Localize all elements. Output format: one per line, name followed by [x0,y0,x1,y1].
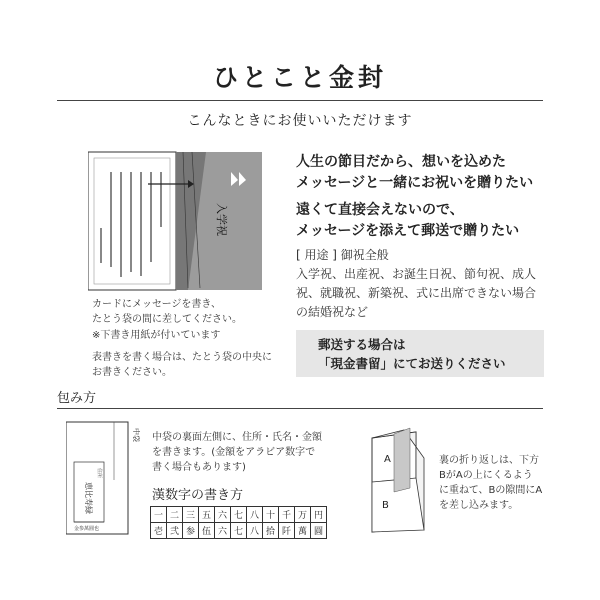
kanji-cell: 万 [295,507,311,523]
front-caption [92,350,272,380]
kanji-row-formal [151,523,327,539]
inner-envelope-text [152,430,322,475]
folding-illustration [364,418,436,536]
inner-envelope-illustration [66,420,148,535]
label-b: B [382,500,389,511]
front-caption-line: 表書きを書く場合は、たとう袋の中央に [92,352,272,363]
kanji-cell: 弐 [167,523,183,539]
envelope-amount: 金参萬圓也 [74,526,100,532]
section-label: 包み方 [57,391,97,406]
kanji-cell: 八 [247,507,263,523]
kanji-cell: 七 [231,523,247,539]
kanji-cell: 阡 [279,523,295,539]
kanji-cell: 拾 [263,523,279,539]
envelope-tag: 中袋 [132,428,140,442]
kanji-cell: 萬 [295,523,311,539]
kanji-row-plain [151,507,327,523]
kanji-cell: 三 [183,507,199,523]
kanji-cell: 壱 [151,523,167,539]
kanji-heading: 漢数字の書き方 [152,488,244,503]
kanji-cell: 千 [279,507,295,523]
kanji-cell: 参 [183,523,199,539]
usage-label: [ 用途 ] 御祝全般 [296,248,389,262]
card-caption-line: カードにメッセージを書き、 [92,299,221,310]
kanji-cell: 伍 [199,523,215,539]
envelope-address: 住所 [96,468,102,479]
subtitle: こんなときにお使いいただけます [187,113,413,129]
headline-line: メッセージを添えて郵送で贈りたい [296,223,520,239]
card-caption-line: たとう袋の間に差してください。 [92,314,242,325]
usage-line: 入学祝、出産祝、お誕生日祝、節句祝、成人 [296,267,537,281]
inner-text-line: 書く場合もあります) [152,462,246,473]
kanji-cell: 八 [247,523,263,539]
kanji-cell: 一 [151,507,167,523]
folding-text-line: BがAの上にくるよう [439,470,533,481]
headline-2 [296,200,519,242]
kanji-cell: 十 [263,507,279,523]
kanji-cell: 圓 [311,523,327,539]
usage-line: 祝、就職祝、新築祝、式に出席できない場合 [296,286,537,300]
folding-text-line: を差し込みます。 [439,500,519,511]
headline-line: 遠くて直接会えないので、 [296,202,464,218]
bag-label: 入学祝 [215,203,228,236]
folding-text [439,453,542,513]
headline-line: 人生の節目だから、想いを込めた [296,154,506,170]
folding-text-line: に重ねて、Bの隙間にA [439,485,543,496]
envelope-name: 恵比寿緑 [84,482,93,514]
envelope-card-illustration [88,148,263,296]
kanji-cell: 六 [215,507,231,523]
kanji-cell: 二 [167,507,183,523]
page-title: ひとこと金封 [212,63,387,92]
section-divider [57,408,543,409]
inner-text-line: 中袋の裏面左側に、住所・氏名・金額 [152,432,322,443]
notice-line: 郵送する場合は [318,337,406,352]
folding-text-line: 裏の折り返しは、下方 [439,455,539,466]
usage-block [296,246,536,322]
front-caption-line: お書きください。 [92,367,172,378]
card-caption [92,297,242,327]
draft-note: ※下書き用紙が付いています [92,330,221,341]
inner-text-line: を書きます。(金額をアラビア数字で [152,447,316,458]
title-divider [57,100,543,101]
notice-line: 「現金書留」にてお送りください [318,356,506,371]
kanji-cell: 七 [231,507,247,523]
headline-line: メッセージと一緒にお祝いを贈りたい [296,175,534,191]
kanji-cell: 六 [215,523,231,539]
mail-notice-box [296,330,544,377]
kanji-cell: 五 [199,507,215,523]
kanji-numeral-table [150,506,327,539]
usage-line: の結婚祝など [296,305,369,319]
kanji-cell: 円 [311,507,327,523]
headline-1 [296,152,533,194]
label-a: A [384,454,391,465]
